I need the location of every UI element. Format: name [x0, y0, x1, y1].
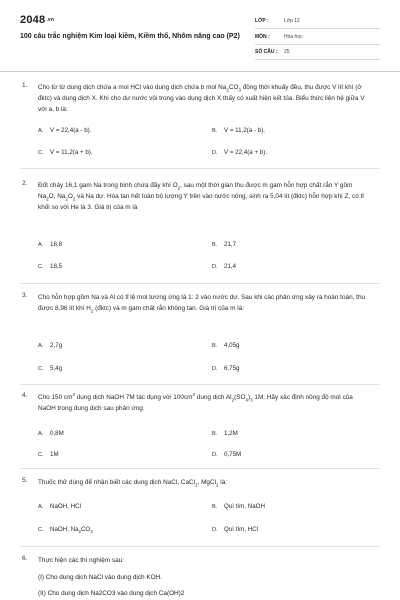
question-number: 4.	[22, 392, 28, 399]
page-header	[0, 0, 400, 72]
logo-text: 2048	[20, 14, 46, 26]
logo-suffix: .vn	[46, 17, 55, 24]
header-divider	[0, 71, 400, 72]
question-number: 3.	[22, 292, 28, 299]
option-b[interactable]: B. V = 11,2(a - b).	[212, 127, 265, 134]
option-a[interactable]: A. NaOH, HCl	[38, 503, 81, 510]
meta-label-lop: LỚP :	[255, 18, 269, 24]
meta-row-mon	[255, 31, 380, 45]
option-b[interactable]: B. Quì tím, NaOH	[212, 503, 265, 510]
page-title: 100 câu trắc nghiệm Kim loại kiềm, Kiềm thổ, Nhôm nâng cao (P2)	[20, 33, 240, 40]
question-stem: Cho 150 $cm^3$ dung dịch NaOH 7M tác dụng với $100cm^3$ dung dịch $Al_2(SO_4)_3$ 1M. Hãy xác định nồng độ mol của NaOH trong dung dịch sau phản ứng.	[38, 391, 353, 412]
meta-label-socau: SỐ CÂU :	[255, 49, 278, 55]
meta-value-lop: Lớp 12	[284, 18, 300, 24]
option-c[interactable]: C. NaOH, $Na_2CO_3$	[38, 526, 93, 535]
question-stem: Đốt cháy 16,1 gam Na trong bình chứa đầy khí $O_2$, sau một thời gian thu được m gam hỗn hợp chất rắn Y gồm $Na_2O$, $Na_2O_2$ và Na dư. Hòa tan hết toàn bộ lượng Y trên vào nước nóng, sinh ra 5,04 lít (đktc) hỗn hợp khí Z, có tỉ khối so với He là 3. Giá trị của m là	[38, 182, 364, 211]
option-c[interactable]: C. 5,4g	[38, 365, 63, 372]
question-stem: Cho hỗn hợp gồm Na và Al có tỉ lệ mol tương ứng là 1: 2 vào nước dư. Sau khi các phản ứng xảy ra hoàn toàn, thu được 8,96 lít khí $H_2$ (đktc) và m gam chất rắn không tan. Giá trị của m là:	[38, 294, 366, 314]
option-a[interactable]: A. 18,8	[38, 241, 63, 248]
option-c[interactable]: C. 18,5	[38, 263, 63, 270]
option-a[interactable]: A. V = 22,4(a - b).	[38, 127, 92, 134]
question-number: 5.	[22, 477, 28, 484]
option-c[interactable]: C. V = 11,2(a + b).	[38, 149, 93, 156]
option-d[interactable]: D. 0,75M	[212, 451, 242, 458]
option-b[interactable]: B. 21,7	[212, 241, 237, 248]
option-a[interactable]: A. 2,7g	[38, 342, 63, 349]
option-b[interactable]: B. 4,05g	[212, 342, 240, 349]
site-logo[interactable]	[20, 14, 54, 26]
experiment-line-1: (I) Cho dung dịch NaCl vào dung dịch KOH.	[38, 574, 162, 581]
meta-label-mon: MÔN :	[255, 34, 270, 40]
question-number: 2.	[22, 180, 28, 187]
question-stem: Thực hiện các thí nghiệm sau:	[38, 557, 124, 564]
option-d[interactable]: D. 21,4	[212, 263, 237, 270]
question-number: 6.	[22, 555, 28, 562]
question-separator	[20, 168, 380, 169]
question-stem: Cho từ từ dung dịch chứa a mol HCl vào dung dịch chứa b mol $Na_2CO_3$ đồng thời khuấy đều, thu được V lít khí (ở đktc) và dung dịch X. Khi cho dư nước vôi trong vào dung dịch X thấy có xuất hiện kết tủa. Biểu thức liên hệ giữa V với a, b là:	[38, 84, 365, 113]
question-stem: Thuốc thử dùng để nhận biết các dung dịch NaCl, CaCl$_2$, MgCl$_2$ là:	[38, 479, 228, 488]
meta-row-socau	[255, 46, 380, 60]
option-a[interactable]: A. 0,8M	[38, 430, 64, 437]
option-c[interactable]: C. 1M	[38, 451, 59, 458]
option-b[interactable]: B. 1,2M	[212, 430, 238, 437]
meta-row-lop	[255, 15, 380, 29]
question-6	[22, 555, 378, 600]
option-d[interactable]: D. Quì tím, HCl	[212, 526, 259, 533]
meta-value-mon: Hóa học	[284, 34, 303, 40]
question-separator	[20, 468, 380, 469]
question-separator	[20, 384, 380, 385]
question-separator	[20, 283, 380, 284]
question-number: 1.	[22, 82, 28, 89]
question-separator	[20, 546, 380, 547]
option-d[interactable]: D. V = 22,4(a + b).	[212, 149, 267, 156]
experiment-line-2: (II) Cho dung dịch Na2CO3 vào dung dịch Ca(OH)2	[38, 590, 185, 597]
meta-value-socau: 25	[284, 49, 290, 55]
option-d[interactable]: D. 6,75g	[212, 365, 240, 372]
